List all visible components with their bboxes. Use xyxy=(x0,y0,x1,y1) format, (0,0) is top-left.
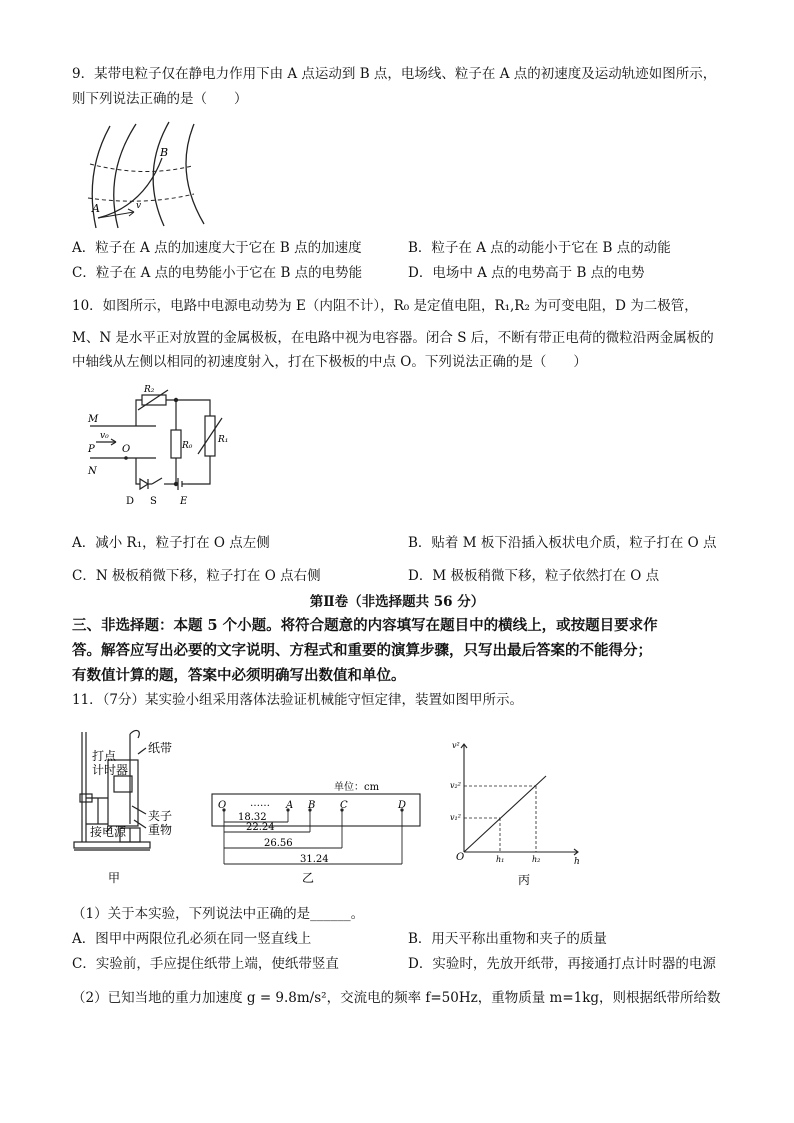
q9-option-A[interactable]: A．粒子在 A 点的加速度大于它在 B 点的加速度 xyxy=(72,240,362,256)
q9-stem-line1: 9．某带电粒子仅在静电力作用下由 A 点运动到 B 点，电场线、粒子在 A 点的初速度及运动轨迹如图所示， xyxy=(72,66,717,82)
q11-tape-d2: 22.24 xyxy=(246,822,275,833)
section3-line1: 三、非选择题：本题 5 个小题。将符合题意的内容填写在题目中的横线上，或按题目要求作 xyxy=(72,617,658,634)
q10-circuit-figure xyxy=(86,386,246,510)
q11-graph-v1: v₁² xyxy=(450,813,461,822)
q11-tape-figure xyxy=(210,770,430,884)
q11-tape-d4: 31.24 xyxy=(300,854,329,865)
q11-tape-C: C xyxy=(340,800,348,811)
q11-option-A[interactable]: A．图甲中两限位孔必须在同一竖直线上 xyxy=(72,931,312,947)
section3-line2: 答。解答应写出必要的文字说明、方程式和重要的演算步骤，只写出最后答案的不能得分； xyxy=(72,642,652,659)
q11-option-C[interactable]: C．实验前，手应提住纸带上端，使纸带竖直 xyxy=(72,956,339,972)
q11-tape-d1: 18.32 xyxy=(238,812,267,823)
q11-stem: 11．（7分）某实验小组采用落体法验证机械能守恒定律，装置如图甲所示。 xyxy=(72,692,524,708)
q11-caption-jia: 甲 xyxy=(108,871,121,885)
q11-option-B[interactable]: B．用天平称出重物和夹子的质量 xyxy=(408,931,607,947)
q11-graph-x-label: h xyxy=(574,857,580,867)
q9-stem-line2: 则下列说法正确的是（ ） xyxy=(72,91,248,107)
q11-apparatus-figure xyxy=(72,724,202,884)
q11-sub2: （2）已知当地的重力加速度 g = 9.8m/s²，交流电的频率 f=50Hz，重物质量 m=1kg，则根据纸带所给数 xyxy=(72,990,721,1006)
q9-option-C[interactable]: C．粒子在 A 点的电势能小于它在 B 点的电势能 xyxy=(72,265,363,281)
q11-tape-A: A xyxy=(286,800,294,811)
q10-option-B[interactable]: B．贴着 M 板下沿插入板状电介质，粒子打在 O 点 xyxy=(408,535,717,551)
q11-graph-y-label: v² xyxy=(452,741,460,750)
q11-tape-B: B xyxy=(308,800,316,811)
q10-label-P: P xyxy=(88,444,95,455)
q11-label-timer-1: 打点 xyxy=(92,749,117,763)
q10-stem-line1: 10．如图所示，电路中电源电动势为 E（内阻不计），R₀ 是定值电阻，R₁,R₂ 为可变电阻，D 为二极管， xyxy=(72,298,698,314)
q10-option-A[interactable]: A．减小 R₁，粒子打在 O 点左侧 xyxy=(72,535,270,551)
q11-graph-figure xyxy=(450,740,590,886)
part2-title: 第Ⅱ卷（非选择题共 56 分） xyxy=(309,594,485,610)
q11-tape-d3: 26.56 xyxy=(264,838,293,849)
q11-graph-v2: v₂² xyxy=(450,781,461,790)
q11-label-clip: 夹子 xyxy=(148,809,173,823)
q10-option-D[interactable]: D．M 极板稍微下移，粒子依然打在 O 点 xyxy=(408,568,660,584)
q11-tape-D: D xyxy=(398,800,407,811)
q9-label-v: v xyxy=(136,201,142,211)
q11-label-weight: 重物 xyxy=(148,823,173,837)
q10-label-N: N xyxy=(88,466,97,477)
q11-option-D[interactable]: D．实验时，先放开纸带，再接通打点计时器的电源 xyxy=(408,956,716,972)
q10-stem-line3: 中轴线从左侧以相同的初速度射入，打在下极板的中点 O。下列说法正确的是（ ） xyxy=(72,354,587,370)
q9-option-D[interactable]: D．电场中 A 点的电势高于 B 点的电势 xyxy=(408,265,645,281)
q10-label-v0: v₀ xyxy=(100,431,109,441)
q11-tape-unit: 单位：cm xyxy=(334,782,380,793)
q11-label-tape: 纸带 xyxy=(148,741,173,755)
q10-label-R2: R₂ xyxy=(144,385,155,395)
q11-caption-yi: 乙 xyxy=(302,871,315,885)
q10-label-R0: R₀ xyxy=(182,441,193,451)
q10-stem-line2: M、N 是水平正对放置的金属极板，在电路中视为电容器。闭合 S 后，不断有带正电荷的微粒沿两金属板的 xyxy=(72,330,714,346)
q9-label-A: A xyxy=(92,202,100,215)
q10-option-C[interactable]: C．N 极板稍微下移，粒子打在 O 点右侧 xyxy=(72,568,321,584)
q10-label-S: S xyxy=(150,496,157,507)
q11-graph-h2: h₂ xyxy=(532,855,541,864)
q11-tape-dots: …… xyxy=(250,798,270,809)
q11-tape-O: O xyxy=(218,800,227,811)
q9-option-B[interactable]: B．粒子在 A 点的动能小于它在 B 点的动能 xyxy=(408,240,671,256)
q10-label-D: D xyxy=(126,496,135,507)
q11-label-power: 接电源 xyxy=(90,825,127,839)
q11-graph-origin: O xyxy=(456,852,465,863)
section3-line3: 有数值计算的题，答案中必须明确写出数值和单位。 xyxy=(72,667,406,684)
q11-sub1: （1）关于本实验，下列说法中正确的是______。 xyxy=(72,906,365,922)
q9-field-figure xyxy=(74,118,214,230)
q10-label-M: M xyxy=(88,414,99,425)
q10-label-R1: R₁ xyxy=(218,435,229,445)
q11-label-timer-2: 计时器 xyxy=(92,763,129,777)
q11-caption-bing: 丙 xyxy=(518,873,531,887)
q10-label-E: E xyxy=(180,496,188,507)
q9-label-B: B xyxy=(160,146,169,159)
q11-graph-h1: h₁ xyxy=(496,855,505,864)
q10-label-O: O xyxy=(122,444,131,455)
